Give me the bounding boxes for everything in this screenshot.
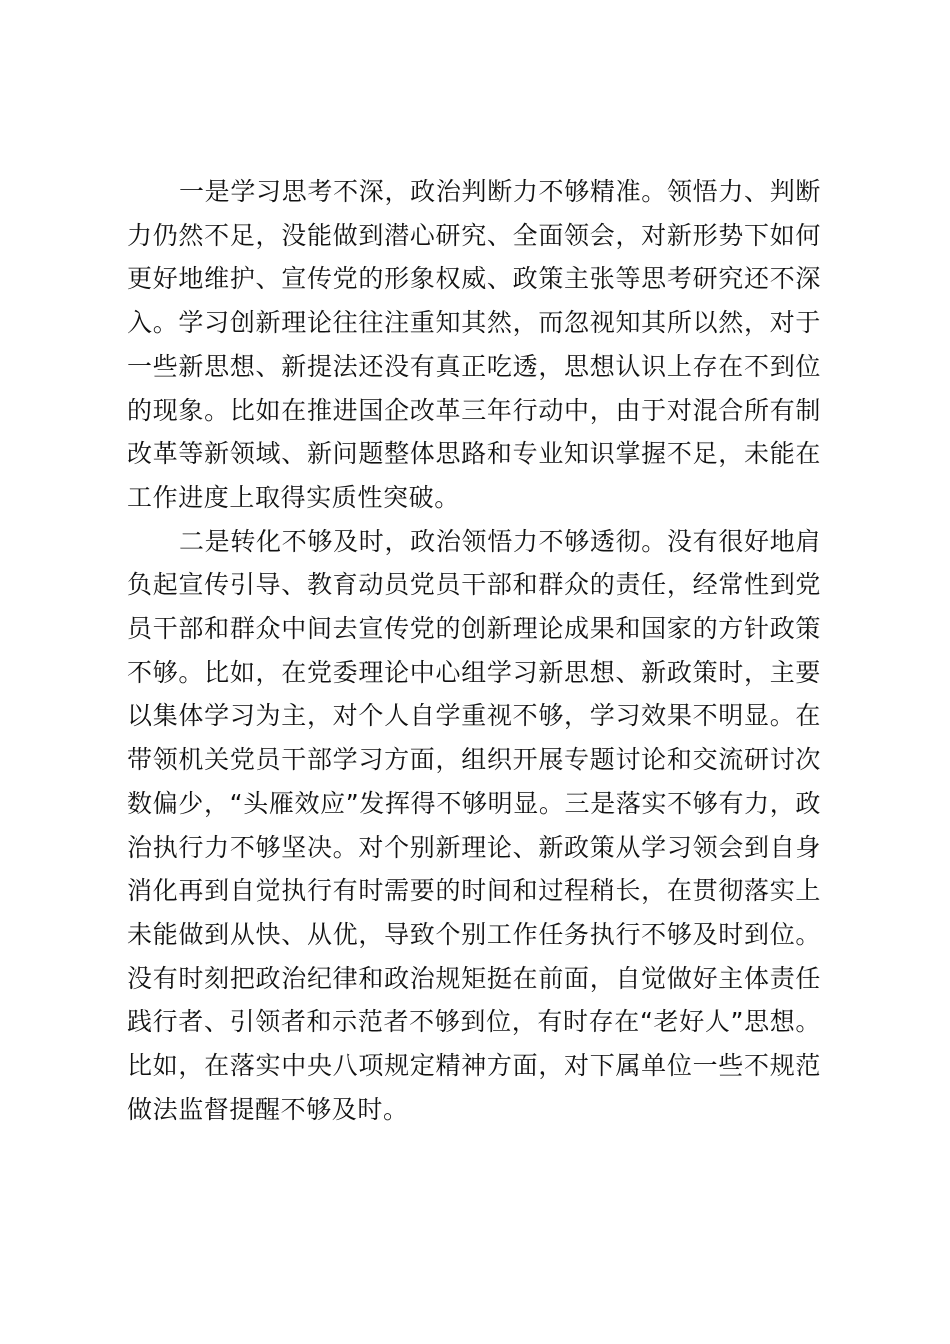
paragraph-1: 一是学习思考不深，政治判断力不够精准。领悟力、判断力仍然不足，没能做到潜心研究、全面领会，对新形势下如何更好地维护、宣传党的形象权威、政策主张等思考研究还不深入。学习创新理论往往注重知其然，而忽视知其所以然，对于一些新思想、新提法还没有真正吃透，思想认识上存在不到位的现象。比如在推进国企改革三年行动中，由于对混合所有制改革等新领域、新问题整体思路和专业知识掌握不足，未能在工作进度上取得实质性突破。 [127,177,821,512]
document-body [127,170,821,1131]
paragraph-2: 二是转化不够及时，政治领悟力不够透彻。没有很好地肩负起宣传引导、教育动员党员干部和群众的责任，经常性到党员干部和群众中间去宣传党的创新理论成果和国家的方针政策不够。比如，在党委理论中心组学习新思想、新政策时，主要以集体学习为主，对个人自学重视不够，学习效果不明显。在带领机关党员干部学习方面，组织开展专题讨论和交流研讨次数偏少，“头雁效应”发挥得不够明显。三是落实不够有力，政治执行力不够坚决。对个别新理论、新政策从学习领会到自身消化再到自觉执行有时需要的时间和过程稍长，在贯彻落实上未能做到从快、从优，导致个别工作任务执行不够及时到位。没有时刻把政治纪律和政治规矩挺在前面，自觉做好主体责任践行者、引领者和示范者不够到位，有时存在“老好人”思想。比如，在落实中央八项规定精神方面，对下属单位一些不规范做法监督提醒不够及时。 [127,526,821,1124]
